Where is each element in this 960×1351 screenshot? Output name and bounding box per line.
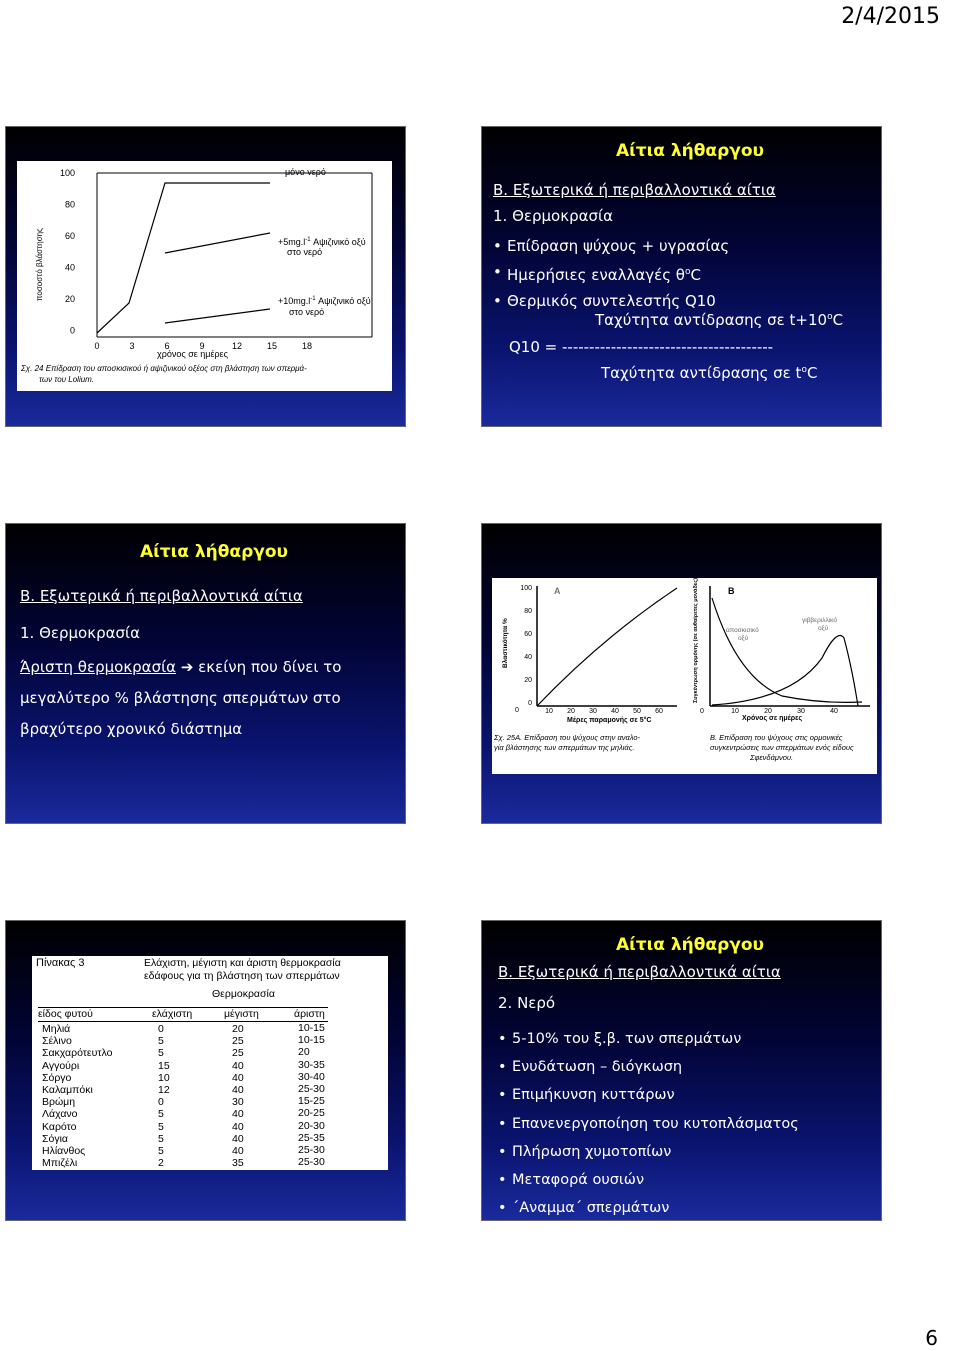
bullet-item: • Επίδραση ψύχους + υγρασίας bbox=[493, 233, 729, 259]
table-title-2: εδάφους για τη βλάστηση των σπερμάτων bbox=[144, 970, 340, 982]
table-cell: Μπιζέλι bbox=[42, 1157, 78, 1170]
table-cell: Σέλινο bbox=[42, 1035, 72, 1048]
table-cell: 40 bbox=[232, 1120, 244, 1133]
table-cell: 5 bbox=[158, 1108, 164, 1121]
x-tick-label: 40 bbox=[830, 708, 838, 715]
y-tick-labels bbox=[60, 168, 75, 336]
slide-subtitle: Β. Εξωτερικά ή περιβαλλοντικά αίτια bbox=[493, 181, 776, 199]
table-cell: Σόγια bbox=[42, 1132, 68, 1145]
x-tick-label: 0 bbox=[515, 707, 519, 714]
table-cell: Μηλιά bbox=[42, 1023, 71, 1035]
x-tick-label: 10 bbox=[731, 708, 739, 715]
x-tick-label: 60 bbox=[655, 708, 663, 715]
panel-b-label: Β bbox=[728, 586, 735, 596]
table-cell: 5 bbox=[158, 1145, 164, 1157]
table-cell: Καλαμπόκι bbox=[42, 1084, 93, 1096]
panel-a-y-label: Βλαστικότητα % bbox=[502, 618, 509, 668]
x-tick-label: 9 bbox=[199, 341, 205, 351]
panel-a-x-ticks bbox=[545, 708, 663, 715]
label-abscisic: αποσκισικό bbox=[726, 627, 759, 634]
x-tick-label: 3 bbox=[129, 341, 135, 351]
panel-b-gibberellin-curve bbox=[712, 636, 858, 707]
cold-effect-chart bbox=[492, 578, 877, 774]
figure-caption-1: Σχ. 24 Επίδραση του αποσκισικού ή αψιζινικού οξέος στη βλάστηση των σπερμά- bbox=[21, 364, 307, 373]
table-cell: 12 bbox=[158, 1084, 170, 1096]
definition-line: Άριστη θερμοκρασία ➔ εκείνη που δίνει το bbox=[20, 658, 342, 676]
bullet-list bbox=[493, 233, 729, 314]
table-cell: Καρότο bbox=[42, 1120, 77, 1133]
table-cell: 35 bbox=[232, 1157, 244, 1170]
caption-a-1: Σχ. 25Α. Επίδραση του ψύχους στην αναλο- bbox=[494, 733, 641, 742]
table-cell: 10-15 bbox=[298, 1034, 325, 1047]
x-tick-label: 12 bbox=[231, 341, 243, 351]
panel-a-label: Α bbox=[554, 586, 561, 596]
label-abscisic-5-b: στο νερό bbox=[287, 247, 323, 257]
figure-panel bbox=[17, 161, 392, 391]
table-cell: 20-25 bbox=[298, 1107, 325, 1120]
table-cell: 20-30 bbox=[298, 1119, 325, 1132]
table-cell: 40 bbox=[232, 1059, 244, 1072]
q10-numerator: Ταχύτητα αντίδρασης σε $t+10^oC$ bbox=[595, 311, 844, 329]
x-tick-label: 0 bbox=[94, 341, 100, 351]
slide-title: Αίτια λήθαργου bbox=[140, 542, 288, 562]
q10-denominator: Ταχύτητα αντίδρασης σε $t^oC$ bbox=[601, 364, 818, 382]
q10-formula: Q10 = --------------------------------------- bbox=[509, 338, 774, 356]
table-cell: 20 bbox=[232, 1023, 244, 1035]
caption-b-2: συγκεντρώσεις των σπερμάτων ενός είδους bbox=[710, 743, 854, 752]
table-cell: Λάχανο bbox=[42, 1108, 78, 1121]
caption-a-2: γία βλάστησης των σπερμάτων της μηλιάς. bbox=[494, 743, 635, 752]
y-tick-label: 80 bbox=[64, 199, 75, 210]
table-cell: Βρώμη bbox=[42, 1096, 76, 1109]
x-tick-label: 30 bbox=[589, 708, 597, 715]
bullet-item: • Μεταφορά ουσιών bbox=[498, 1166, 799, 1194]
slide-subtitle: Β. Εξωτερικά ή περιβαλλοντικά αίτια bbox=[498, 963, 781, 981]
slide-title: Αίτια λήθαργου bbox=[616, 935, 764, 955]
series-abscisic-5 bbox=[165, 233, 270, 253]
definition-line-2: μεγαλύτερο % βλάστησης σπερμάτων στο bbox=[20, 689, 341, 707]
table-label: Πίνακας 3 bbox=[36, 957, 85, 969]
series-water-only bbox=[97, 183, 270, 333]
table-cell: 15-25 bbox=[298, 1095, 325, 1108]
label-gibberellin-b: οξύ bbox=[818, 625, 829, 632]
y-tick-label: 40 bbox=[524, 654, 532, 661]
table-cell: 25-35 bbox=[298, 1131, 325, 1144]
panel-a-x-label: Μέρες παραμονής σε 5°C bbox=[567, 717, 652, 724]
bullet-list bbox=[498, 1025, 799, 1221]
table-cell: Σόργο bbox=[42, 1071, 72, 1084]
x-tick-label: 6 bbox=[164, 341, 170, 351]
caption-b-1: Β. Επίδραση του ψύχους στις ορμονικές bbox=[710, 733, 843, 742]
table-title-1: Ελάχιστη, μέγιστη και άριστη θερμοκρασία bbox=[144, 957, 341, 969]
y-tick-label: 0 bbox=[69, 325, 75, 336]
y-tick-label: 80 bbox=[524, 608, 532, 615]
table-cell: 10 bbox=[158, 1071, 170, 1084]
bullet-item: • Ημερήσιες εναλλαγές $\theta^oC$ bbox=[493, 259, 729, 288]
slide-4 bbox=[481, 523, 882, 824]
x-tick-label: 20 bbox=[567, 708, 575, 715]
panel-b-x-label: Χρόνος σε ημέρες bbox=[742, 715, 803, 722]
label-gibberellin: γιββεριλλικό bbox=[802, 617, 837, 624]
table-cell: 0 bbox=[158, 1096, 164, 1109]
definition-line-3: βραχύτερο χρονικό διάστημα bbox=[20, 720, 243, 738]
table-cell: 25-30 bbox=[298, 1083, 325, 1095]
table-cell: 40 bbox=[232, 1071, 244, 1084]
label-abscisic-10-b: στο νερό bbox=[289, 307, 325, 317]
table-cell: 5 bbox=[158, 1132, 164, 1145]
bullet-item: • Επανενεργοποίηση του κυτοπλάσματος bbox=[498, 1110, 799, 1138]
page-date: 2/4/2015 bbox=[841, 4, 940, 29]
series-abscisic-10 bbox=[165, 309, 270, 323]
table-cell: Σακχαρότευτλο bbox=[42, 1047, 113, 1060]
table-cell: 40 bbox=[232, 1108, 244, 1121]
slide-6 bbox=[481, 920, 882, 1221]
column-header-opt: άριστη bbox=[294, 1008, 325, 1020]
bullet-item: • Θερμικός συντελεστής Q10 bbox=[493, 288, 729, 314]
panel-b-x-ticks bbox=[700, 708, 838, 715]
table-cell: 0 bbox=[158, 1023, 164, 1035]
bullet-item: • Ενυδάτωση – διόγκωση bbox=[498, 1053, 799, 1081]
x-tick-label: 18 bbox=[301, 341, 313, 351]
bullet-item: • 5-10% του ξ.β. των σπερμάτων bbox=[498, 1025, 799, 1053]
page-number: 6 bbox=[925, 1326, 938, 1350]
table-cell: 40 bbox=[232, 1145, 244, 1157]
table-cell: 20 bbox=[298, 1046, 310, 1059]
x-tick-label: 50 bbox=[633, 708, 641, 715]
x-tick-label: 10 bbox=[545, 708, 553, 715]
label-abscisic-5: $+5mg.l^{-1}$ Αψιζινικό οξύ bbox=[278, 237, 366, 247]
table-cell: 25-30 bbox=[298, 1144, 325, 1156]
slide-1 bbox=[5, 126, 406, 427]
table-cell: 25-30 bbox=[298, 1156, 325, 1169]
y-tick-label: 0 bbox=[528, 700, 532, 707]
y-tick-label: 40 bbox=[64, 262, 75, 273]
y-tick-label: 100 bbox=[59, 168, 75, 178]
panel-a-curve bbox=[537, 588, 677, 706]
temperature-table bbox=[32, 956, 388, 1170]
x-axis-label: χρόνος σε ημέρες bbox=[157, 349, 228, 359]
bullet-item: • Επιμήκυνση κυττάρων bbox=[498, 1081, 799, 1109]
label-abscisic-b: οξύ bbox=[738, 635, 749, 642]
panel-a-y-ticks bbox=[515, 585, 532, 714]
table-cell: 10-15 bbox=[298, 1022, 325, 1034]
slide-5 bbox=[5, 920, 406, 1221]
y-tick-label: 20 bbox=[524, 677, 532, 684]
y-tick-label: 60 bbox=[64, 231, 75, 241]
slide-title: Αίτια λήθαργου bbox=[616, 141, 764, 161]
column-header-species: είδος φυτού bbox=[38, 1008, 93, 1020]
table-cell: Αγγούρι bbox=[42, 1059, 80, 1072]
table-cell: 5 bbox=[158, 1120, 164, 1133]
y-axis-label: ποσοστό βλάστησης bbox=[35, 228, 44, 301]
caption-b-3: Σφενδάμνου. bbox=[750, 753, 794, 762]
column-header-min: ελάχιστη bbox=[152, 1008, 193, 1020]
germination-chart bbox=[17, 161, 392, 391]
label-water-only: μόνο νερό bbox=[285, 167, 326, 177]
x-tick-label: 0 bbox=[700, 708, 704, 715]
label-abscisic-10: $+10mg.l^{-1}$ Αψιζινικό οξύ bbox=[278, 296, 371, 306]
slide-subtitle: Β. Εξωτερικά ή περιβαλλοντικά αίτια bbox=[20, 587, 303, 605]
table-cell: 30-35 bbox=[298, 1058, 325, 1071]
table-cell: 5 bbox=[158, 1047, 164, 1060]
table-cell: 2 bbox=[158, 1157, 164, 1170]
panel-b-y-label: Συγκέντρωση ορμόνης (σε αυθαίρετες μονάδες) bbox=[693, 578, 699, 703]
table-cell: 5 bbox=[158, 1035, 164, 1048]
table-cell: 40 bbox=[232, 1084, 244, 1096]
bullet-item: • ΄Αναμμα΄ σπερμάτων bbox=[498, 1194, 799, 1221]
x-tick-label: 40 bbox=[611, 708, 619, 715]
column-header-max: μέγιστη bbox=[224, 1008, 259, 1020]
section-heading: 1. Θερμοκρασία bbox=[493, 207, 613, 225]
slide-3 bbox=[5, 523, 406, 824]
slide-2 bbox=[481, 126, 882, 427]
x-tick-label: 15 bbox=[266, 341, 278, 351]
section-heading: 2. Νερό bbox=[498, 994, 556, 1012]
section-heading: 1. Θερμοκρασία bbox=[20, 624, 140, 642]
table-group-header: Θερμοκρασία bbox=[212, 988, 275, 1000]
table-cell: 40 bbox=[232, 1132, 244, 1145]
table-cell: 30 bbox=[232, 1096, 244, 1109]
y-tick-label: 20 bbox=[64, 294, 75, 304]
bullet-item: • Πλήρωση χυμοτοπίων bbox=[498, 1138, 799, 1166]
table-cell: 30-40 bbox=[298, 1070, 325, 1083]
y-tick-label: 100 bbox=[520, 585, 532, 592]
y-tick-label: 60 bbox=[524, 631, 532, 638]
x-tick-label: 20 bbox=[764, 708, 772, 715]
table-divider bbox=[38, 1021, 328, 1022]
figure-caption-2: των του Lolium. bbox=[39, 375, 95, 384]
x-tick-label: 30 bbox=[797, 708, 805, 715]
table-cell: Ηλίανθος bbox=[42, 1145, 86, 1157]
table-cell: 25 bbox=[232, 1047, 244, 1060]
table-cell: 15 bbox=[158, 1059, 170, 1072]
table-cell: 25 bbox=[232, 1035, 244, 1048]
figure-panel bbox=[492, 578, 877, 774]
